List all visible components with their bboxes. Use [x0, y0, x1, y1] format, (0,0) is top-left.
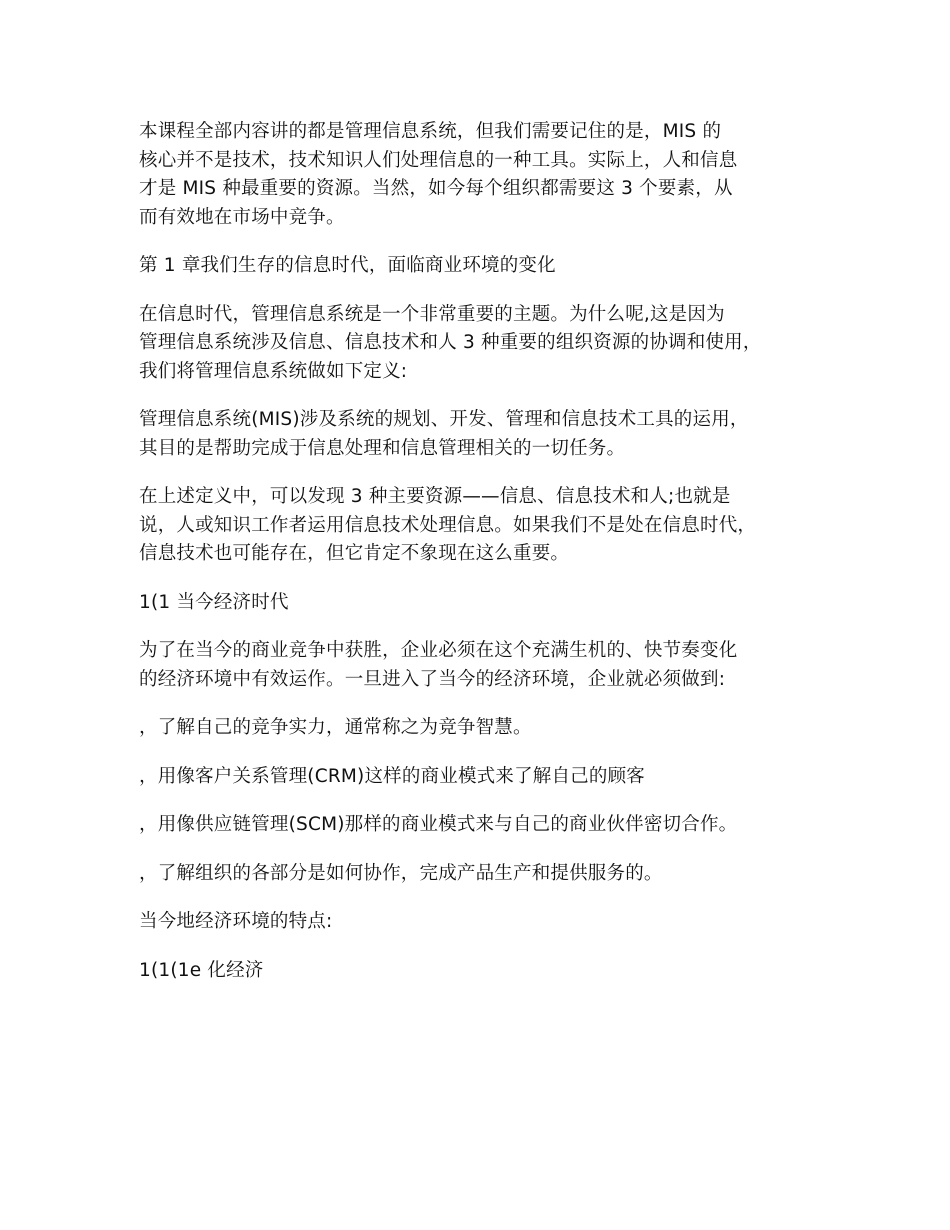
- text-line: 管理信息系统涉及信息、信息技术和人 3 种重要的组织资源的协调和使用，: [139, 332, 762, 353]
- text-line: 说，人或知识工作者运用信息技术处理信息。如果我们不是处在信息时代，: [139, 514, 757, 536]
- list-item: [139, 811, 839, 840]
- list-item: [139, 763, 839, 792]
- text-line: 信息技术也可能存在，但它肯定不象现在这么重要。: [139, 543, 570, 564]
- text-line: 当今地经济环境的特点:: [139, 911, 333, 932]
- paragraph-intro: [139, 118, 839, 232]
- text-line: 本课程全部内容讲的都是管理信息系统，但我们需要记住的是，MIS 的: [139, 121, 722, 142]
- text-line: 才是 MIS 种最重要的资源。当然，如今每个组织都需要这 3 个要素，从: [139, 178, 733, 199]
- text-line: 的经济环境中有效运作。一旦进入了当今的经济环境，企业就必须做到:: [139, 668, 726, 690]
- text-line: ，了解自己的竞争实力，通常称之为竞争智慧。: [139, 717, 532, 738]
- list-item: [139, 714, 839, 743]
- paragraph-economy-features: [139, 908, 839, 937]
- text-line: 在信息时代，管理信息系统是一个非常重要的主题。为什么呢,这是因为: [139, 303, 725, 325]
- subsection-heading-e-economy: [139, 957, 839, 986]
- text-line: 为了在当今的商业竞争中获胜，企业必须在这个充满生机的、快节奏变化: [139, 640, 738, 661]
- list-item: [139, 860, 839, 889]
- text-line: 管理信息系统(MIS)涉及系统的规划、开发、管理和信息技术工具的运用，: [139, 409, 749, 430]
- text-line: 其目的是帮助完成于信息处理和信息管理相关的一切任务。: [139, 437, 626, 459]
- document-body: [139, 118, 839, 1005]
- text-line: 1(1(1e 化经济: [139, 959, 264, 981]
- text-line: ，用像客户关系管理(CRM)这样的商业模式来了解自己的顾客: [139, 765, 645, 787]
- paragraph-competition: [139, 637, 839, 694]
- paragraph-three-resources: [139, 483, 839, 569]
- text-line: 核心并不是技术，技术知识人们处理信息的一种工具。实际上，人和信息: [139, 149, 738, 171]
- text-line: 而有效地在市场中竞争。: [139, 206, 345, 228]
- section-heading-economy: [139, 589, 839, 618]
- paragraph-mis-definition: [139, 406, 839, 463]
- text-line: ，了解组织的各部分是如何协作，完成产品生产和提供服务的。: [139, 862, 663, 884]
- text-line: 第 1 章我们生存的信息时代，面临商业环境的变化: [139, 255, 556, 276]
- paragraph-information-age: [139, 301, 839, 387]
- text-line: 在上述定义中，可以发现 3 种主要资源——信息、信息技术和人;也就是: [139, 486, 731, 507]
- chapter-heading: [139, 252, 839, 281]
- text-line: 1(1 当今经济时代: [139, 591, 289, 613]
- text-line: 我们将管理信息系统做如下定义:: [139, 360, 408, 382]
- text-line: ，用像供应链管理(SCM)那样的商业模式来与自己的商业伙伴密切合作。: [139, 814, 738, 835]
